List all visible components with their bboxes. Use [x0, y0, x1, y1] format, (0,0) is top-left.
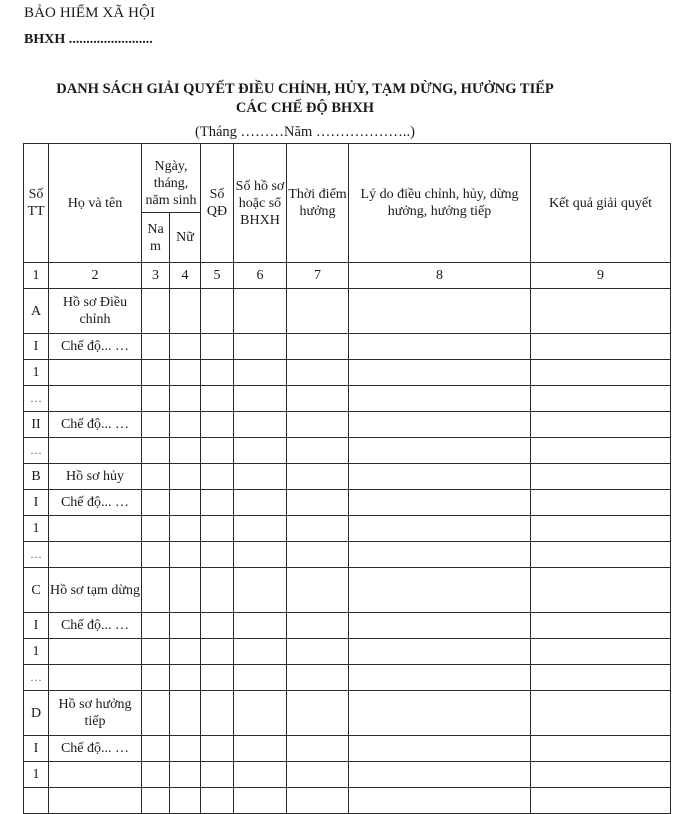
column-number: 8 — [349, 263, 531, 289]
row-reason — [349, 360, 531, 386]
col-header-dob: Ngày, tháng, năm sinh — [142, 144, 201, 213]
table-row — [24, 438, 671, 464]
row-stt: B — [24, 464, 49, 490]
row-reason — [349, 613, 531, 639]
row-result — [531, 639, 671, 665]
row-dob-male — [142, 568, 170, 613]
row-file-no — [234, 360, 287, 386]
col-header-stt: Số TT — [24, 144, 49, 263]
row-effective-time — [287, 736, 349, 762]
row-dob-female — [170, 736, 201, 762]
row-result — [531, 542, 671, 568]
row-dob-female — [170, 412, 201, 438]
table-row — [24, 639, 671, 665]
row-stt: II — [24, 412, 49, 438]
row-decision-no — [201, 568, 234, 613]
row-name — [49, 386, 142, 412]
table-row — [24, 412, 671, 438]
table-row — [24, 490, 671, 516]
row-stt — [24, 788, 49, 814]
col-header-decision-no: Số QĐ — [201, 144, 234, 263]
row-effective-time — [287, 691, 349, 736]
row-result — [531, 289, 671, 334]
column-number: 7 — [287, 263, 349, 289]
row-file-no — [234, 788, 287, 814]
row-result — [531, 665, 671, 691]
row-name: Chế độ... … — [49, 613, 142, 639]
table-row — [24, 542, 671, 568]
row-stt: 1 — [24, 762, 49, 788]
row-reason — [349, 516, 531, 542]
row-dob-male — [142, 665, 170, 691]
table-row — [24, 568, 671, 613]
row-name — [49, 360, 142, 386]
row-name: Hồ sơ hưởng tiếp — [49, 691, 142, 736]
row-effective-time — [287, 438, 349, 464]
column-number: 3 — [142, 263, 170, 289]
row-effective-time — [287, 762, 349, 788]
row-dob-male — [142, 289, 170, 334]
row-reason — [349, 542, 531, 568]
column-number: 9 — [531, 263, 671, 289]
row-result — [531, 516, 671, 542]
row-effective-time — [287, 386, 349, 412]
row-file-no — [234, 516, 287, 542]
row-stt: … — [24, 665, 49, 691]
row-effective-time — [287, 334, 349, 360]
row-dob-female — [170, 691, 201, 736]
row-dob-male — [142, 464, 170, 490]
row-reason — [349, 490, 531, 516]
row-decision-no — [201, 665, 234, 691]
table-row — [24, 464, 671, 490]
row-decision-no — [201, 490, 234, 516]
row-result — [531, 438, 671, 464]
row-decision-no — [201, 788, 234, 814]
row-reason — [349, 334, 531, 360]
row-stt: D — [24, 691, 49, 736]
row-effective-time — [287, 360, 349, 386]
row-reason — [349, 464, 531, 490]
row-decision-no — [201, 360, 234, 386]
row-dob-female — [170, 334, 201, 360]
row-effective-time — [287, 788, 349, 814]
row-effective-time — [287, 464, 349, 490]
row-file-no — [234, 762, 287, 788]
row-result — [531, 386, 671, 412]
row-effective-time — [287, 665, 349, 691]
row-file-no — [234, 289, 287, 334]
row-dob-female — [170, 289, 201, 334]
row-stt: I — [24, 736, 49, 762]
row-file-no — [234, 334, 287, 360]
row-file-no — [234, 490, 287, 516]
row-file-no — [234, 736, 287, 762]
table-row — [24, 665, 671, 691]
table-row — [24, 736, 671, 762]
row-decision-no — [201, 691, 234, 736]
row-decision-no — [201, 334, 234, 360]
row-dob-female — [170, 665, 201, 691]
row-name: Hồ sơ hủy — [49, 464, 142, 490]
row-effective-time — [287, 542, 349, 568]
column-number: 5 — [201, 263, 234, 289]
row-result — [531, 568, 671, 613]
column-number: 6 — [234, 263, 287, 289]
table-row — [24, 516, 671, 542]
branch-dots: ........................ — [68, 32, 153, 47]
row-dob-female — [170, 613, 201, 639]
report-table — [23, 143, 671, 814]
row-stt: 1 — [24, 516, 49, 542]
row-dob-male — [142, 438, 170, 464]
column-number-row — [24, 263, 671, 289]
row-dob-male — [142, 613, 170, 639]
document-title-line2: CÁC CHẾ ĐỘ BHXH — [235, 100, 375, 116]
row-dob-male — [142, 516, 170, 542]
row-reason — [349, 438, 531, 464]
col-header-effective-time: Thời điểm hưởng — [287, 144, 349, 263]
row-result — [531, 762, 671, 788]
table-row — [24, 788, 671, 814]
row-dob-male — [142, 736, 170, 762]
row-name — [49, 665, 142, 691]
row-dob-male — [142, 490, 170, 516]
table-row — [24, 386, 671, 412]
row-reason — [349, 665, 531, 691]
agency-name: BẢO HIỂM XÃ HỘI — [24, 5, 156, 21]
table-row — [24, 360, 671, 386]
row-decision-no — [201, 386, 234, 412]
row-decision-no — [201, 412, 234, 438]
row-stt: … — [24, 542, 49, 568]
row-dob-male — [142, 386, 170, 412]
row-name: Chế độ... … — [49, 334, 142, 360]
row-result — [531, 490, 671, 516]
row-effective-time — [287, 490, 349, 516]
row-decision-no — [201, 289, 234, 334]
row-result — [531, 736, 671, 762]
row-dob-female — [170, 568, 201, 613]
column-number: 1 — [24, 263, 49, 289]
row-dob-male — [142, 691, 170, 736]
column-number: 4 — [170, 263, 201, 289]
table-row — [24, 613, 671, 639]
row-dob-female — [170, 360, 201, 386]
row-dob-male — [142, 542, 170, 568]
row-dob-female — [170, 438, 201, 464]
row-result — [531, 613, 671, 639]
row-file-no — [234, 464, 287, 490]
col-header-dob-male: Na m — [142, 213, 170, 263]
row-decision-no — [201, 438, 234, 464]
row-stt: I — [24, 490, 49, 516]
row-file-no — [234, 412, 287, 438]
row-name — [49, 542, 142, 568]
row-reason — [349, 568, 531, 613]
col-header-result: Kết quả giải quyết — [531, 144, 671, 263]
row-decision-no — [201, 464, 234, 490]
row-name — [49, 762, 142, 788]
row-name — [49, 516, 142, 542]
row-decision-no — [201, 639, 234, 665]
row-decision-no — [201, 542, 234, 568]
row-dob-male — [142, 412, 170, 438]
row-name: Chế độ... … — [49, 736, 142, 762]
col-header-reason: Lý do điều chỉnh, hủy, dừng hưởng, hưởng tiếp — [349, 144, 531, 263]
row-reason — [349, 412, 531, 438]
row-result — [531, 464, 671, 490]
row-reason — [349, 762, 531, 788]
row-dob-male — [142, 334, 170, 360]
row-result — [531, 788, 671, 814]
row-result — [531, 691, 671, 736]
branch-line — [24, 32, 153, 48]
table-row — [24, 289, 671, 334]
row-reason — [349, 639, 531, 665]
row-dob-female — [170, 639, 201, 665]
row-decision-no — [201, 613, 234, 639]
row-stt: I — [24, 334, 49, 360]
row-effective-time — [287, 639, 349, 665]
row-result — [531, 360, 671, 386]
row-stt: 1 — [24, 360, 49, 386]
row-dob-female — [170, 464, 201, 490]
row-dob-female — [170, 762, 201, 788]
report-period: (Tháng ………Năm ………………..) — [195, 124, 415, 140]
row-dob-female — [170, 386, 201, 412]
row-name: Hồ sơ Điều chỉnh — [49, 289, 142, 334]
row-effective-time — [287, 568, 349, 613]
document-title-line1: DANH SÁCH GIẢI QUYẾT ĐIỀU CHỈNH, HỦY, TẠM DỪNG, HƯỞNG TIẾP — [56, 81, 554, 97]
row-name: Hồ sơ tạm dừng — [49, 568, 142, 613]
col-header-name: Họ và tên — [49, 144, 142, 263]
row-dob-male — [142, 639, 170, 665]
row-dob-male — [142, 360, 170, 386]
row-decision-no — [201, 736, 234, 762]
row-stt: A — [24, 289, 49, 334]
row-effective-time — [287, 412, 349, 438]
row-dob-female — [170, 788, 201, 814]
row-stt: … — [24, 386, 49, 412]
row-result — [531, 412, 671, 438]
row-dob-male — [142, 788, 170, 814]
table-row — [24, 691, 671, 736]
row-name — [49, 788, 142, 814]
row-reason — [349, 736, 531, 762]
row-stt: I — [24, 613, 49, 639]
row-stt: 1 — [24, 639, 49, 665]
col-header-dob-female: Nữ — [170, 213, 201, 263]
row-name — [49, 438, 142, 464]
row-decision-no — [201, 762, 234, 788]
row-effective-time — [287, 613, 349, 639]
table-row — [24, 762, 671, 788]
row-file-no — [234, 568, 287, 613]
row-name: Chế độ... … — [49, 490, 142, 516]
row-reason — [349, 788, 531, 814]
row-file-no — [234, 639, 287, 665]
row-file-no — [234, 665, 287, 691]
col-header-file-no: Số hồ sơ hoặc sổ BHXH — [234, 144, 287, 263]
column-number: 2 — [49, 263, 142, 289]
row-file-no — [234, 613, 287, 639]
row-name — [49, 639, 142, 665]
row-file-no — [234, 438, 287, 464]
row-dob-male — [142, 762, 170, 788]
row-effective-time — [287, 289, 349, 334]
row-reason — [349, 386, 531, 412]
row-result — [531, 334, 671, 360]
row-dob-female — [170, 542, 201, 568]
table-row — [24, 334, 671, 360]
row-stt: … — [24, 438, 49, 464]
row-reason — [349, 289, 531, 334]
row-file-no — [234, 542, 287, 568]
row-reason — [349, 691, 531, 736]
row-file-no — [234, 691, 287, 736]
row-name: Chế độ... … — [49, 412, 142, 438]
row-effective-time — [287, 516, 349, 542]
row-file-no — [234, 386, 287, 412]
row-dob-female — [170, 490, 201, 516]
branch-label: BHXH — [24, 32, 66, 47]
row-decision-no — [201, 516, 234, 542]
row-dob-female — [170, 516, 201, 542]
row-stt: C — [24, 568, 49, 613]
